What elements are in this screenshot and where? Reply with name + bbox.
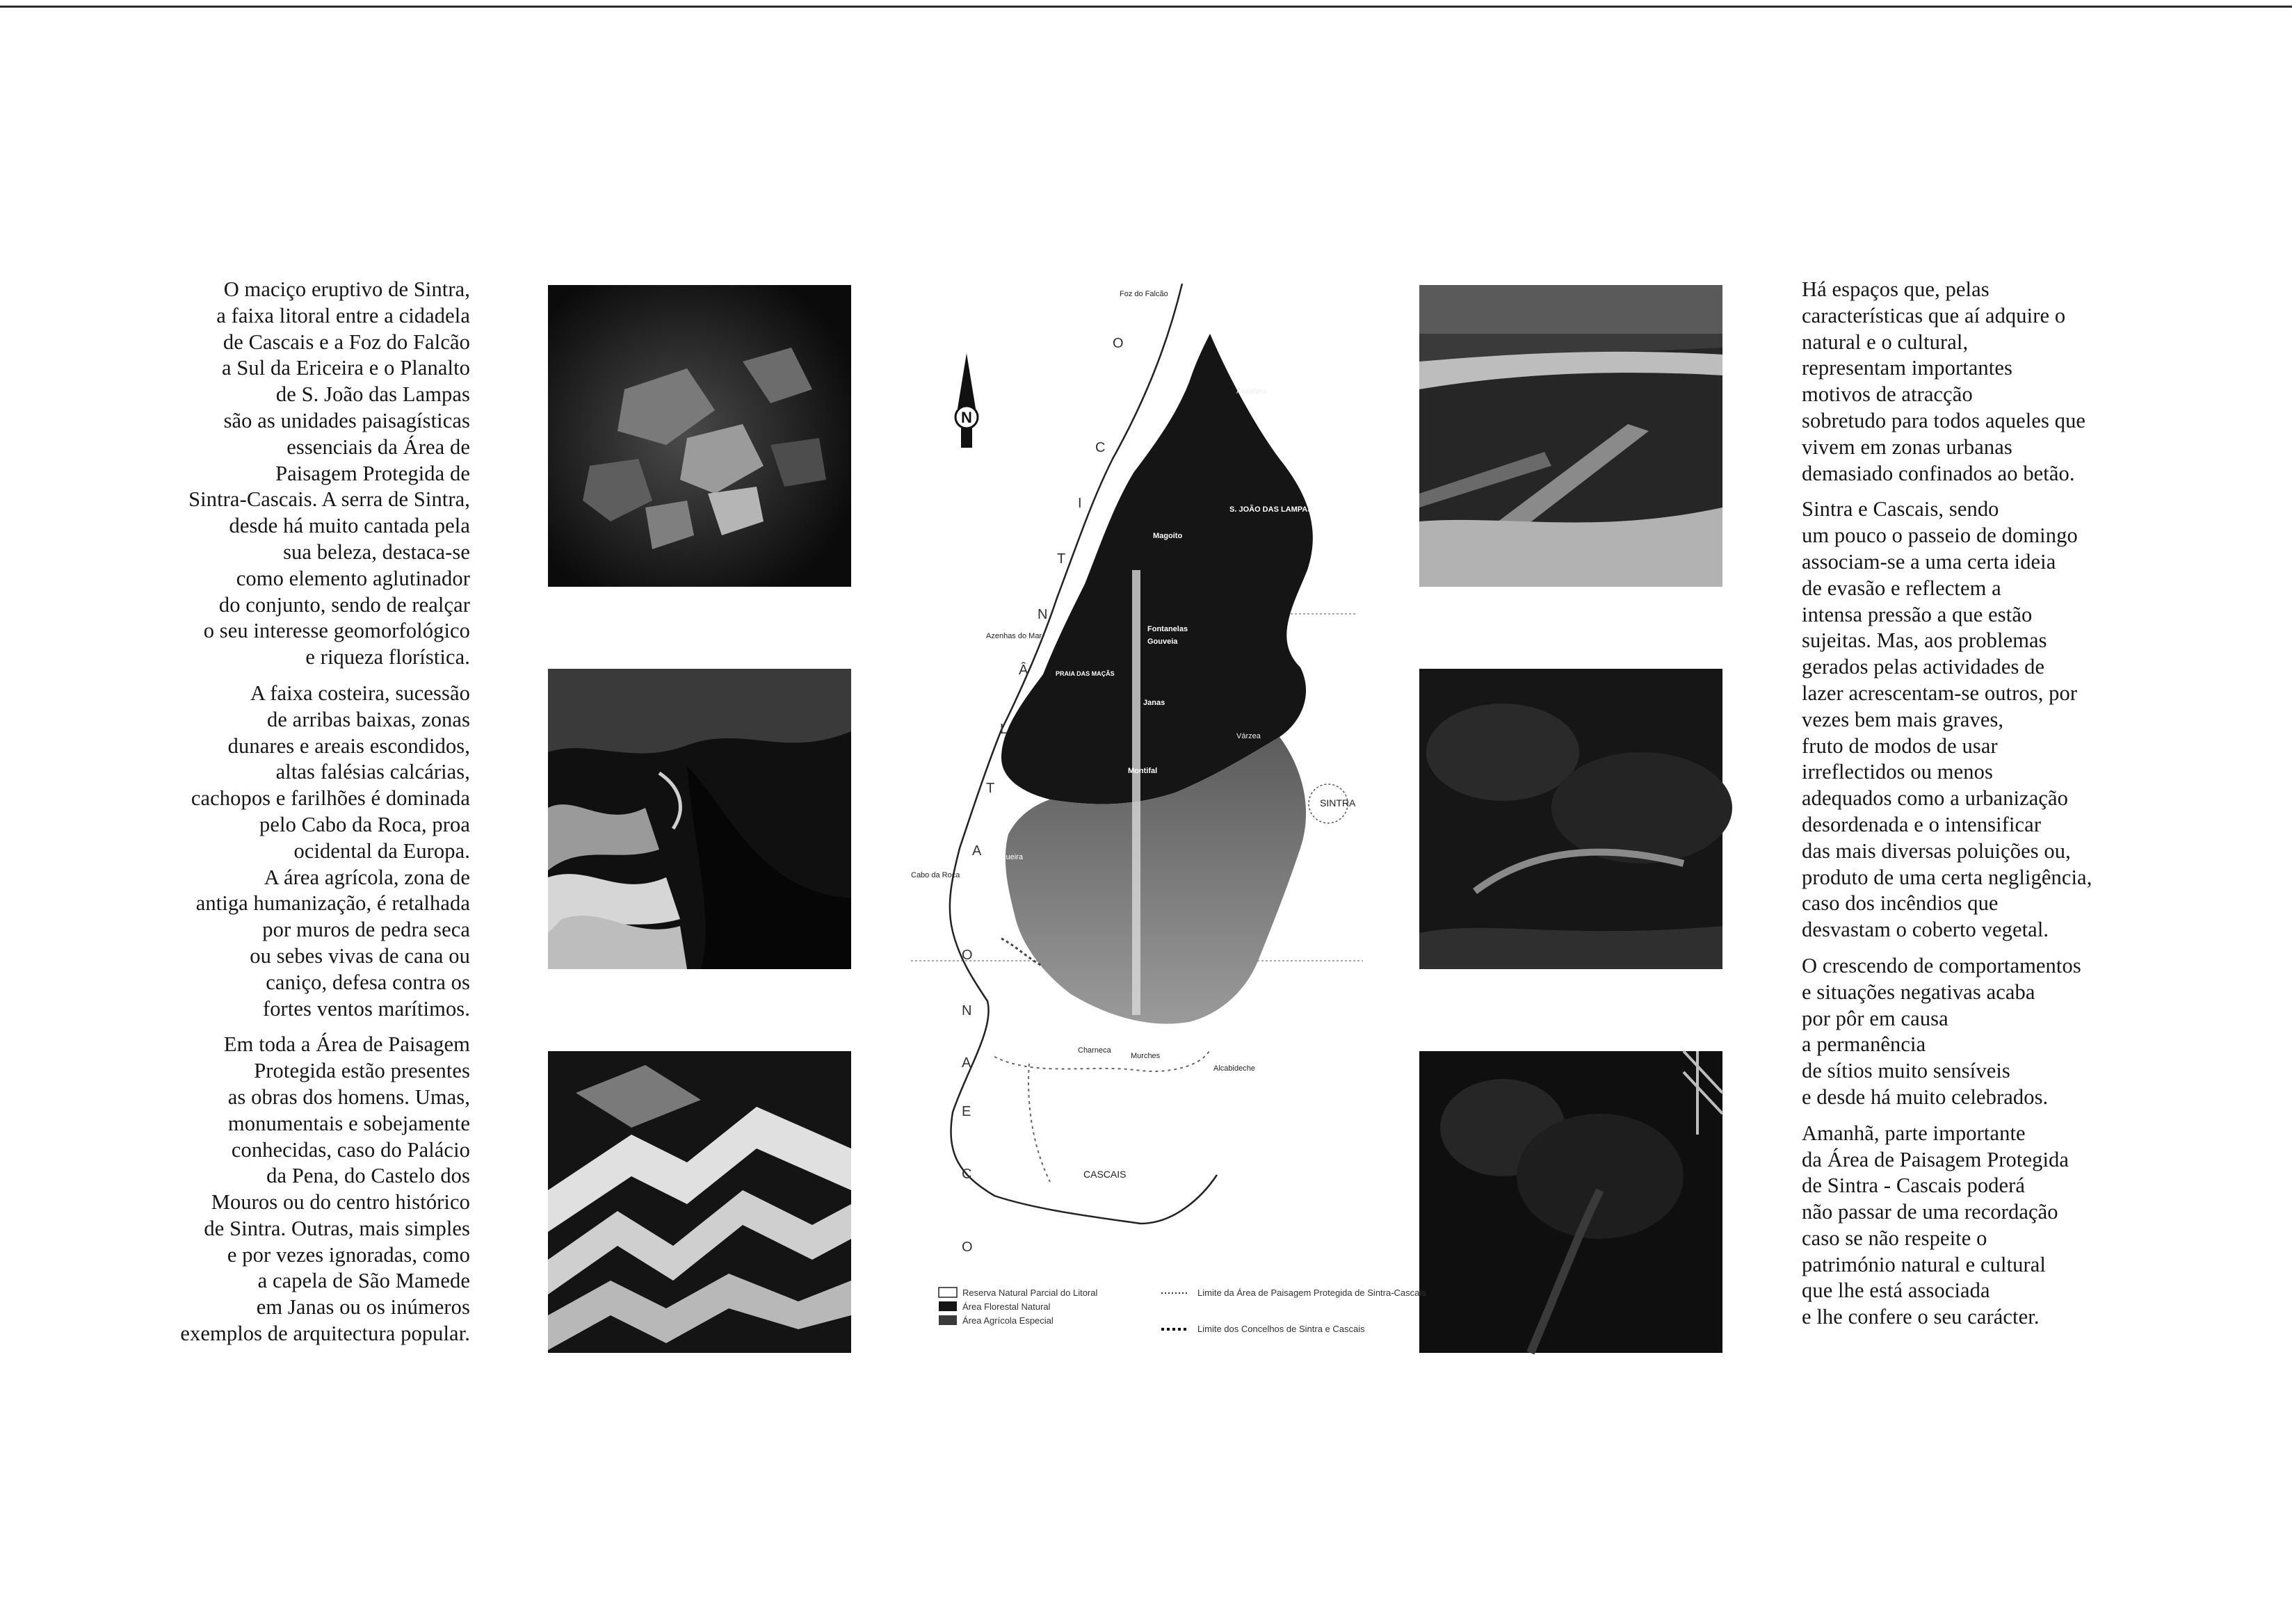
text-line: a Sul da Ericeira e o Planalto <box>221 356 470 380</box>
photo-stone-walls <box>1419 285 1722 587</box>
map-label-gouveia: Gouveia <box>1147 638 1178 646</box>
text-line: do conjunto, sendo de realçar <box>218 592 470 617</box>
map-label-murches: Murches <box>1131 1052 1161 1060</box>
ocean-letter: O <box>962 1240 973 1255</box>
legend-label-agricola: Área Agrícola Especial <box>962 1315 1054 1326</box>
map-label-azoia: Azoia <box>987 882 1007 891</box>
text-line: da Pena, do Castelo dos <box>266 1164 470 1188</box>
map-label-ulgueira: Ulgueira <box>994 853 1023 861</box>
text-line: Sintra e Cascais, sendo <box>1802 497 1999 521</box>
text-line: antiga humanização, é retalhada <box>195 891 470 916</box>
right-text-column <box>1802 277 2152 1340</box>
text-line: pelo Cabo da Roca, proa <box>259 812 470 836</box>
photo-forest-fence <box>1419 1051 1722 1353</box>
map-label-janas: Janas <box>1143 699 1165 707</box>
right-paragraph-4 <box>1802 1121 2152 1331</box>
north-label: N <box>961 409 972 426</box>
text-line: A área agrícola, zona de <box>264 865 470 889</box>
map-label-assafora: Assafora <box>1236 387 1267 396</box>
text-line: as obras dos homens. Umas, <box>227 1085 470 1109</box>
legend-swatch-florestal <box>939 1301 957 1311</box>
text-line: monumentais e sobejamente <box>227 1111 470 1135</box>
text-line: caniço, defesa contra os <box>266 970 470 994</box>
text-line: O crescendo de comportamentos <box>1802 953 2081 977</box>
map-label-magoito: Magoito <box>1153 532 1183 540</box>
legend-label-limite-concelhos: Limite dos Concelhos de Sintra e Cascais <box>1197 1324 1365 1334</box>
text-line: da Área de Paisagem Protegida <box>1802 1147 2069 1171</box>
text-line: Mouros ou do centro histórico <box>211 1190 470 1215</box>
text-line: demasiado confinados ao betão. <box>1802 461 2075 485</box>
text-line: de Sintra. Outras, mais simples <box>204 1216 470 1240</box>
ocean-letter: O <box>962 948 973 963</box>
text-line: natural e o cultural, <box>1802 330 1969 354</box>
photo-coastal-waves <box>548 669 851 969</box>
legend-swatch-reserva <box>939 1288 957 1297</box>
map-label-cabo-da-roca: Cabo da Roca <box>911 871 960 879</box>
text-line: altas falésias calcárias, <box>275 760 470 784</box>
text-line: cachopos e farilhões é dominada <box>191 786 470 811</box>
text-line: como elemento aglutinador <box>236 566 470 590</box>
ocean-letter: N <box>1038 607 1048 622</box>
text-line: O maciço eruptivo de Sintra, <box>223 277 470 301</box>
text-line: por pôr em causa <box>1802 1006 1948 1030</box>
text-line: desde há muito cantada pela <box>229 514 470 538</box>
text-line: caso dos incêndios que <box>1802 891 1999 916</box>
ocean-letter: T <box>1057 551 1066 567</box>
text-line: são as unidades paisagísticas <box>223 408 470 432</box>
text-line: de Sintra - Cascais poderá <box>1802 1174 2026 1198</box>
ocean-letter: T <box>986 781 995 796</box>
text-line: de arribas baixas, zonas <box>266 707 470 731</box>
left-paragraph-2 <box>132 681 470 1022</box>
left-paragraph-1 <box>132 277 470 671</box>
map-legend <box>939 1288 1426 1334</box>
text-line: fortes ventos marítimos. <box>262 996 470 1021</box>
ocean-letter: L <box>1000 722 1008 737</box>
photo-granite-rocks <box>548 285 851 587</box>
text-line: Em toda a Área de Paisagem <box>223 1032 470 1057</box>
text-line: de S. João das Lampas <box>275 382 470 407</box>
text-line: lazer acrescentam-se outros, por <box>1802 681 2078 705</box>
text-line: Paisagem Protegida de <box>275 461 470 485</box>
text-line: essenciais da Área de <box>286 435 470 459</box>
text-line: sujeitas. Mas, aos problemas <box>1802 628 2047 653</box>
text-line: produto de uma certa negligência, <box>1802 865 2092 889</box>
ocean-letter: N <box>962 1003 972 1018</box>
ocean-letter: Â <box>1019 663 1028 678</box>
protected-area-map <box>883 278 1426 1363</box>
text-line: vivem em zonas urbanas <box>1802 435 2012 459</box>
text-line: e por vezes ignoradas, como <box>227 1242 470 1267</box>
text-line: das mais diversas poluições ou, <box>1802 838 2071 863</box>
text-line: património natural e cultural <box>1802 1252 2046 1276</box>
legend-swatch-agricola <box>939 1315 957 1325</box>
text-line: desordenada e o intensificar <box>1802 812 2042 836</box>
text-line: de evasão e reflectem a <box>1802 576 2001 600</box>
ocean-letter: A <box>962 1055 971 1071</box>
text-line: vezes bem mais graves, <box>1802 707 2004 731</box>
top-rule <box>0 6 2292 8</box>
text-line: sobretudo para todos aqueles que <box>1802 408 2086 432</box>
text-line: intensa pressão a que estão <box>1802 602 2033 626</box>
text-line: e situações negativas acaba <box>1802 980 2035 1004</box>
text-line: motivos de atracção <box>1802 382 1973 407</box>
map-label-cascais: CASCAIS <box>1083 1169 1127 1180</box>
left-text-column <box>132 277 470 1357</box>
map-label-azenhas-do-mar: Azenhas do Mar <box>986 632 1042 640</box>
map-label-charneca: Charneca <box>1078 1046 1111 1055</box>
photo-vegetation <box>1419 669 1722 969</box>
text-line: desvastam o coberto vegetal. <box>1802 918 2049 942</box>
text-line: A faixa costeira, sucessão <box>250 681 470 705</box>
map-label-montifal: Montifal <box>1128 767 1158 775</box>
text-line: fruto de modos de usar <box>1802 733 1998 758</box>
text-line: ou sebes vivas de cana ou <box>250 943 470 968</box>
text-line: de sítios muito sensíveis <box>1802 1059 2010 1083</box>
text-line: não passar de uma recordação <box>1802 1200 2058 1224</box>
text-line: Sintra-Cascais. A serra de Sintra, <box>188 487 470 512</box>
text-line: um pouco o passeio de domingo <box>1802 523 2078 548</box>
map-label-sao-joao-das-lampas: S. JOÃO DAS LAMPAS <box>1229 505 1313 514</box>
text-line: por muros de pedra seca <box>262 918 470 942</box>
map-label-fontanelas: Fontanelas <box>1147 625 1188 633</box>
ocean-letter: O <box>1113 336 1124 351</box>
text-line: em Janas ou os inúmeros <box>256 1295 470 1320</box>
left-paragraph-3 <box>132 1032 470 1347</box>
map-label-sintra: SINTRA <box>1320 797 1356 809</box>
ocean-letter: I <box>1078 496 1082 511</box>
text-line: conhecidas, caso do Palácio <box>231 1137 470 1162</box>
right-paragraph-2 <box>1802 496 2152 943</box>
text-line: e desde há muito celebrados. <box>1802 1085 2049 1109</box>
text-line: dunares e areais escondidos, <box>227 733 470 758</box>
map-label-alcabideche: Alcabideche <box>1213 1064 1255 1073</box>
text-line: sua beleza, destaca-se <box>283 539 470 564</box>
ocean-letter: A <box>972 843 982 859</box>
text-line: Protegida estão presentes <box>254 1059 470 1083</box>
text-line: o seu interesse geomorfológico <box>203 619 470 643</box>
right-paragraph-3 <box>1802 953 2152 1111</box>
map-label-foz-do-falcao: Foz do Falcão <box>1120 290 1168 298</box>
text-line: caso se não respeite o <box>1802 1226 1987 1250</box>
legend-label-limite-area: Limite da Área de Paisagem Protegida de Sintra-Cascais <box>1197 1288 1426 1298</box>
map-label-varzea: Várzea <box>1236 732 1261 740</box>
text-line: associam-se a uma certa ideia <box>1802 549 2056 574</box>
text-line: irreflectidos ou menos <box>1802 760 1993 784</box>
legend-label-reserva: Reserva Natural Parcial do Litoral <box>962 1288 1098 1298</box>
text-line: a permanência <box>1802 1032 1926 1057</box>
text-line: a faixa litoral entre a cidadela <box>216 303 470 327</box>
text-line: Há espaços que, pelas <box>1802 277 1990 301</box>
text-line: Amanhã, parte importante <box>1802 1121 2026 1145</box>
forest-area <box>1001 334 1313 804</box>
ocean-letter: E <box>962 1104 971 1119</box>
text-line: a capela de São Mamede <box>257 1269 470 1293</box>
text-line: ocidental da Europa. <box>293 838 470 863</box>
photo-limestone-cliffs <box>548 1051 851 1353</box>
text-line: representam importantes <box>1802 356 2012 380</box>
right-paragraph-1 <box>1802 277 2152 487</box>
text-line: características que aí adquire o <box>1802 303 2066 327</box>
map-label-praia-das-macas: PRAIA DAS MAÇÃS <box>1056 670 1115 677</box>
text-line: e riqueza florística. <box>305 645 470 669</box>
text-line: adequados como a urbanização <box>1802 786 2069 811</box>
legend-label-florestal: Área Florestal Natural <box>962 1301 1051 1312</box>
text-line: gerados pelas actividades de <box>1802 655 2045 679</box>
ocean-letter: C <box>1095 440 1106 455</box>
text-line: que lhe está associada <box>1802 1278 1990 1303</box>
text-line: de Cascais e a Foz do Falcão <box>223 330 470 354</box>
ocean-letter: C <box>962 1167 972 1182</box>
text-line: exemplos de arquitectura popular. <box>180 1322 470 1346</box>
text-line: e lhe confere o seu carácter. <box>1802 1305 2040 1329</box>
